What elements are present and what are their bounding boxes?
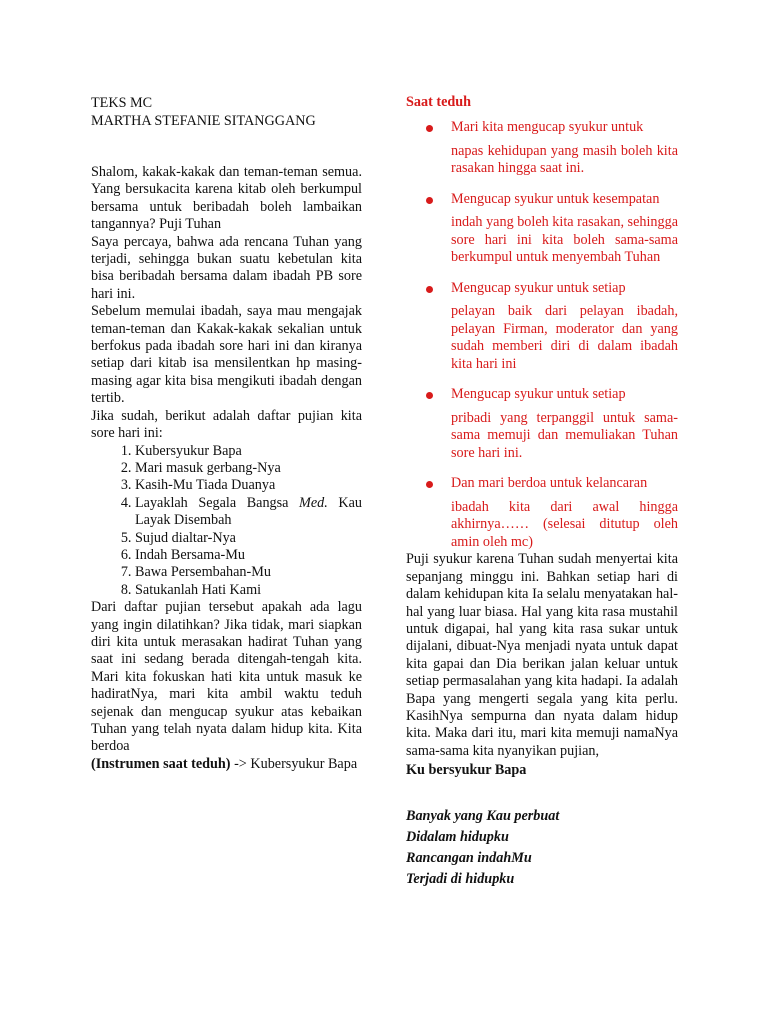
song-list [91,443,362,600]
doc-author: MARTHA STEFANIE SITANGGANG [91,113,316,129]
paragraph-song-intro: Jika sudah, berikut adalah daftar pujian kita sore hari ini: [91,407,362,442]
instrument-song: -> Kubersyukur Bapa [230,755,358,772]
list-item [406,119,678,178]
prayer-first-line: Dan mari berdoa untuk kelancaran [451,475,648,492]
song-4-med: Med. [299,494,328,511]
prayer-rest: pelayan baik dari pelayan ibadah, pelayan Firman, moderator dan yang sudah memberi diri di dalam ibadah kita hari ini [451,303,678,372]
prayer-first-line: Mengucap syukur untuk setiap [451,386,626,403]
section-title-saat-teduh: Saat teduh [406,94,472,110]
paragraph-greeting: Shalom, kakak-kakak dan teman-teman semua. Yang bersukacita karena kitab oleh berkumpul bersama untuk beribadah boleh lambaikan tangannya? Puji Tuhan [91,164,362,233]
list-item: 3. Kasih-Mu Tiada Duanya [135,477,362,494]
paragraph-belief: Saya percaya, bahwa ada rencana Tuhan yang terjadi, sehingga bukan suatu kebetulan kita bisa beribadah bersama dalam ibadah PB sore hari ini. [91,233,362,302]
list-item [406,386,678,462]
song-lyrics [406,806,678,890]
prayer-first-line: Mengucap syukur untuk setiap [451,279,626,296]
list-item: 8. Satukanlah Hati Kami [135,582,362,599]
prayer-rest: ibadah kita dari awal hingga akhirnya…… (selesai ditutup oleh amin oleh mc) [451,498,678,550]
lyric-line: Didalam hidupku [406,828,509,845]
song-4-rest: Kau Layak Disembah [135,494,363,529]
prayer-rest: napas kehidupan yang masih boleh kita rasakan hingga saat ini. [451,142,678,177]
list-item: 5. Sujud dialtar-Nya [135,530,362,547]
list-item [406,191,678,267]
song-4-title: Layaklah Segala Bangsa [135,494,289,511]
instrument-line [91,756,362,773]
paragraph-preparation: Sebelum memulai ibadah, saya mau mengajak teman-teman dan Kakak-kakak sekalian untuk berfokus pada ibadah sore hari ini dan kiranya setiap dari kitab isa mensilentkan hp masing-masing agar kita bisa mengikuti ibadah dengan tertib. [91,303,362,407]
list-item: 2. Mari masuk gerbang-Nya [135,460,362,477]
bullet-icon [426,392,433,399]
prayer-rest: pribadi yang terpanggil untuk sama-sama memuji dan memuliakan Tuhan sore hari ini. [451,409,678,461]
lyric-line: Terjadi di hidupku [406,870,515,887]
instrument-label: (Instrumen saat teduh) [91,755,231,772]
bullet-icon [426,286,433,293]
left-column [91,94,362,773]
prayer-list [406,119,678,551]
song-title: Ku bersyukur Bapa [406,762,527,779]
list-item [135,495,362,530]
prayer-first-line: Mari kita mengucap syukur untuk [451,119,644,136]
list-item [406,280,678,374]
list-item: 6. Indah Bersama-Mu [135,547,362,564]
bullet-icon [426,125,433,132]
lyric-line: Rancangan indahMu [406,849,532,866]
prayer-rest: indah yang boleh kita rasakan, sehingga sore hari ini kita boleh sama-sama berkumpul untuk menyembah Tuhan [451,214,678,266]
bullet-icon [426,197,433,204]
paragraph-worship-call: Dari daftar pujian tersebut apakah ada lagu yang ingin dilatihkan? Jika tidak, mari siapkan diri kita untuk merasakan hadirat Tuhan yang saat ini sedang berada ditengah-tengah kita. Mari kita fokuskan hati kita untuk masuk ke hadiratNya, mari kita ambil waktu teduh sejenak dan mengucap syukur atas kebaikan Tuhan yang telah nyata dalam hidup kita. Kita berdoa [91,599,362,755]
prayer-first-line: Mengucap syukur untuk kesempatan [451,190,660,207]
right-column [406,94,678,890]
list-item [406,475,678,551]
paragraph-thanksgiving: Puji syukur karena Tuhan sudah menyertai kita sepanjang minggu ini. Bahkan setiap hari di dalam kehidupan kita Ia selalu menyatakan hal-hal yang luar biasa. Hal yang kita rasa mustahil untuk digapai, hal yang kita rasa sukar untuk dijalani, dibuat-Nya menjadi nyata untuk dapat kita gapai dan Dia berikan jalan keluar untuk setiap permasalahan yang kita hadapi. Ia adalah Bapa yang mengerti segala yang kita perlu. KasihNya sempurna dan nyata dalam hidup kita. Maka dari itu, mari kita memuji namaNya sama-sama kita nyanyikan pujian, [406,551,678,759]
lyric-line: Banyak yang Kau perbuat [406,807,560,824]
bullet-icon [426,481,433,488]
list-item: 7. Bawa Persembahan-Mu [135,564,362,581]
doc-title: TEKS MC [91,95,153,111]
list-item: 1. Kubersyukur Bapa [135,443,362,460]
